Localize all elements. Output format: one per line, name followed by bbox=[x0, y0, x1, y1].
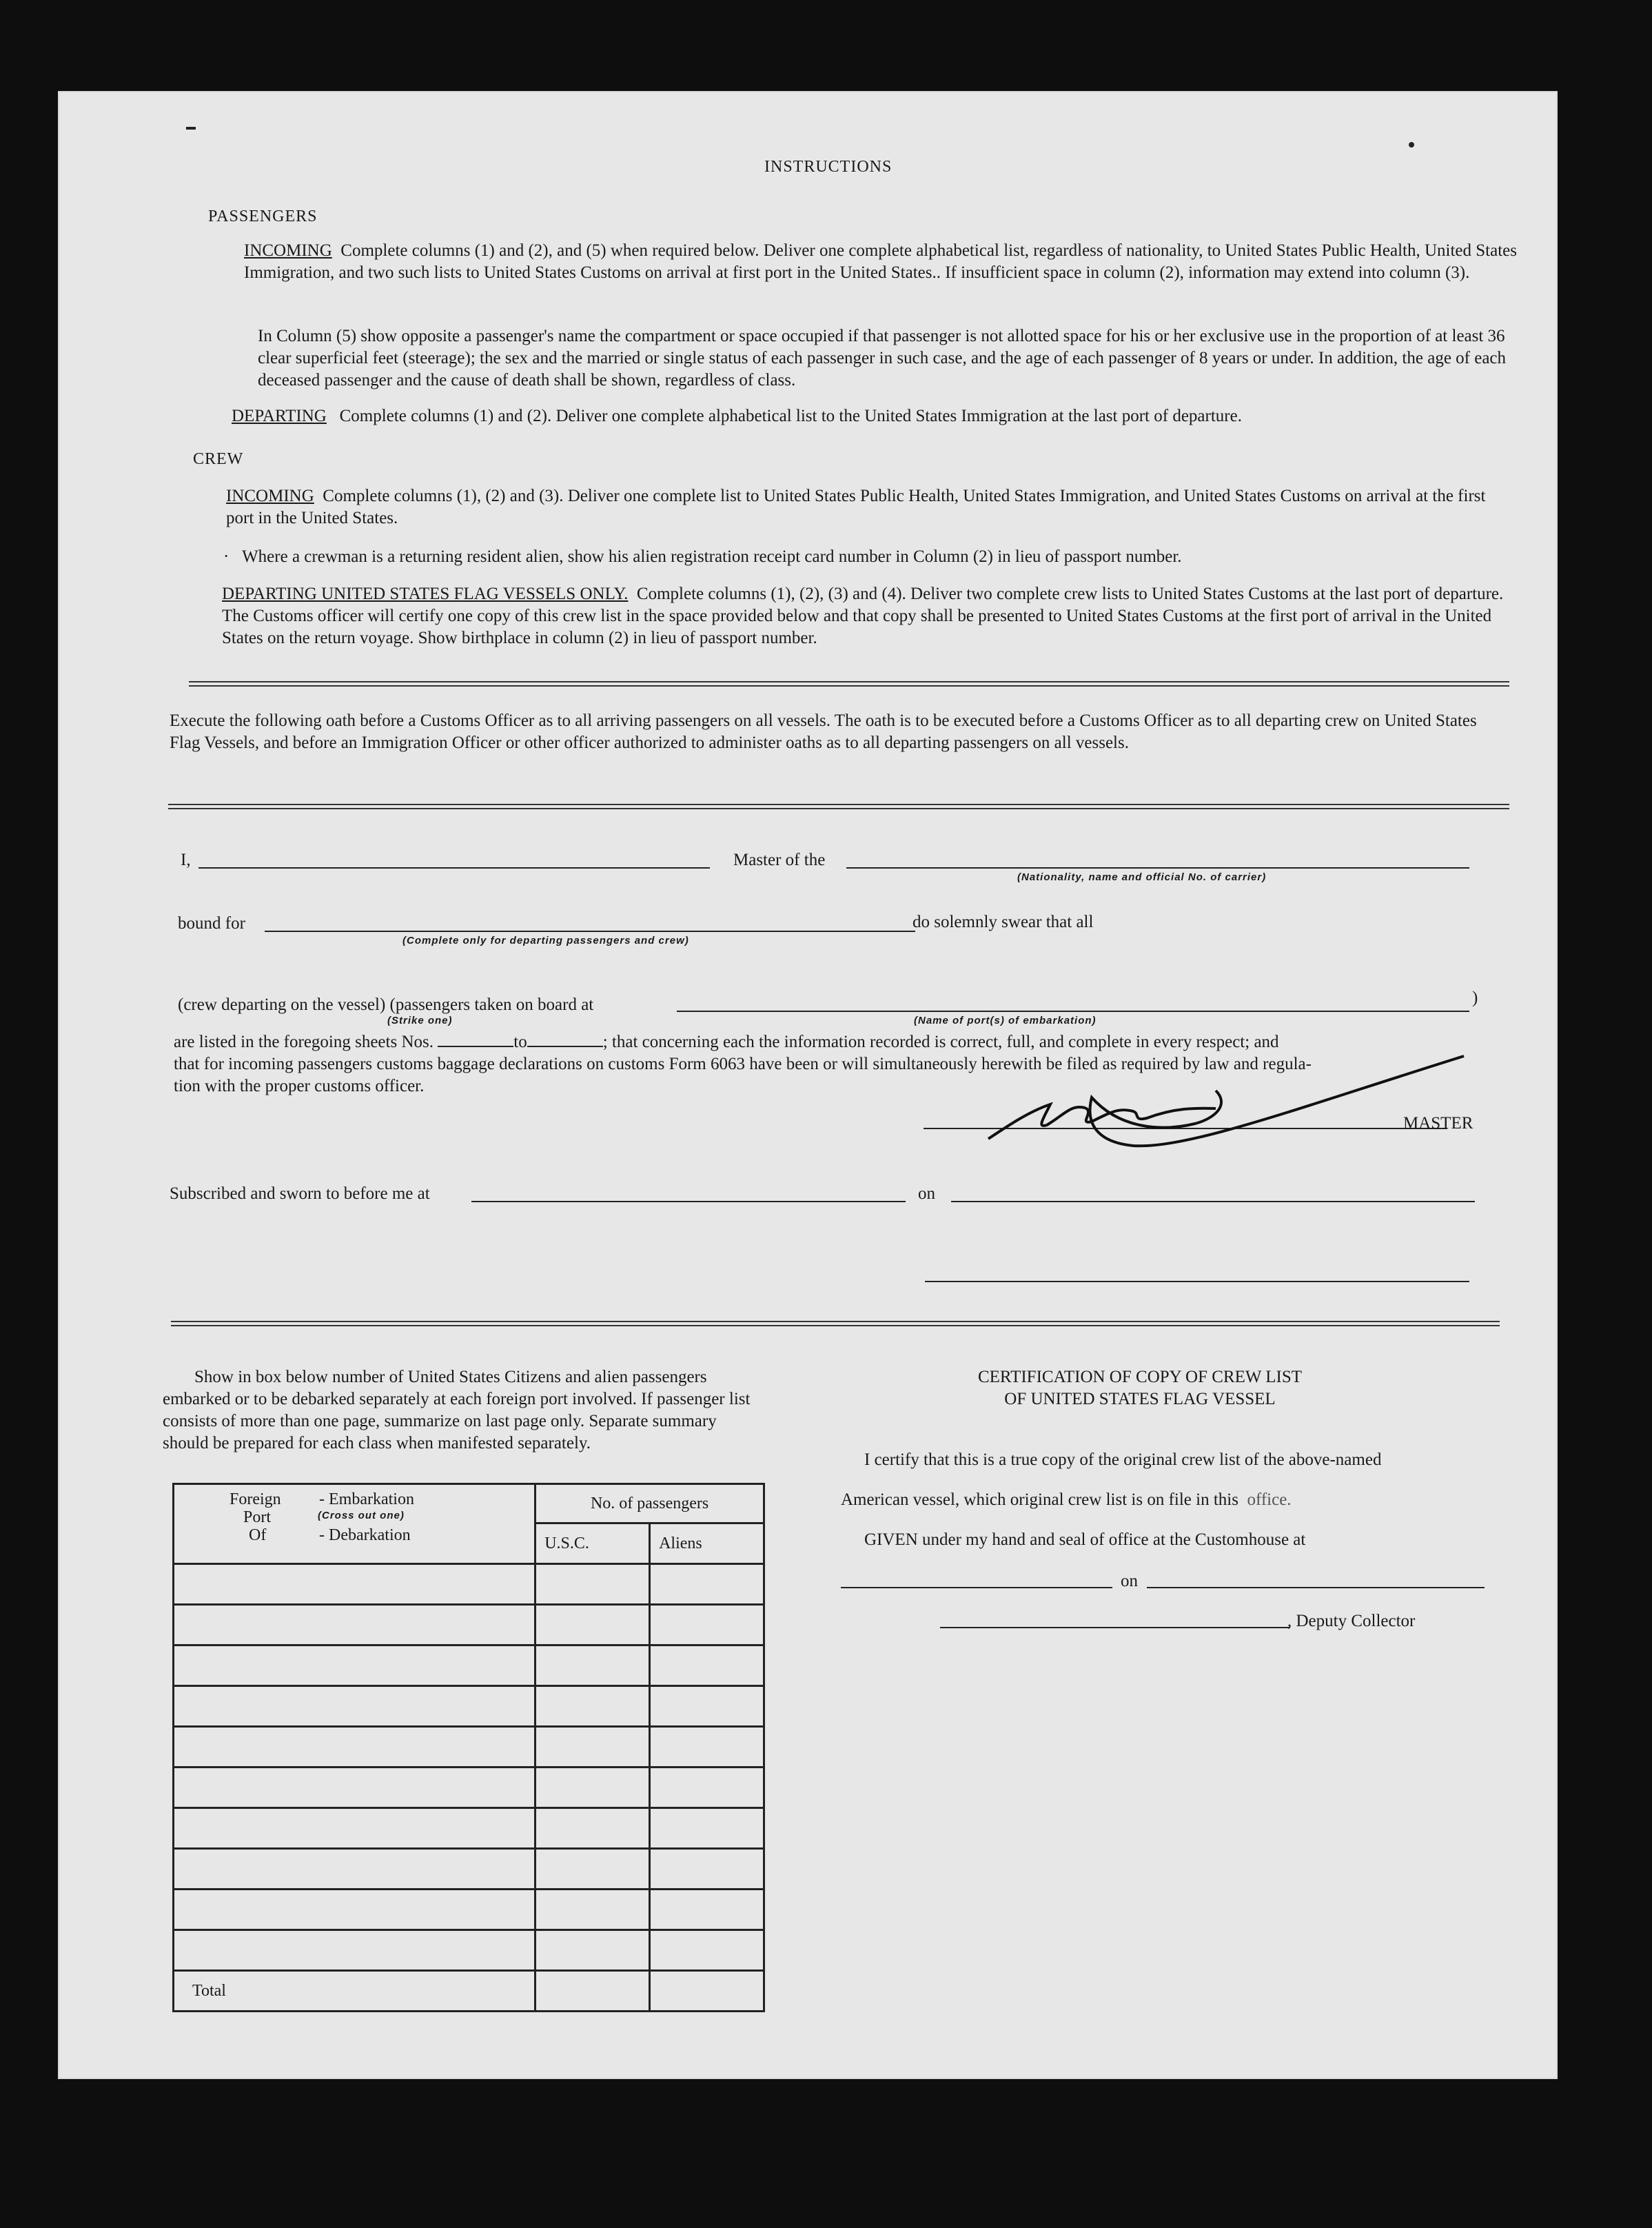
aliens-cell[interactable] bbox=[650, 1686, 764, 1727]
port-cell[interactable] bbox=[174, 1727, 536, 1768]
top-mark-left bbox=[186, 127, 196, 130]
swear-text: do solemnly swear that all bbox=[912, 913, 1094, 931]
oath-i-label: I, bbox=[181, 851, 191, 869]
aliens-cell[interactable] bbox=[650, 1890, 764, 1930]
officer-signature-line[interactable] bbox=[925, 1281, 1469, 1282]
bound-for-field[interactable] bbox=[265, 931, 915, 932]
aliens-cell[interactable] bbox=[650, 1727, 764, 1768]
oath-instructions: Execute the following oath before a Customs Officer as to all arriving passengers on all vessels. The oath is to be executed before a Customs Officer as to all departing crew on United States Flag Vessels, and before an Immigration Officer or other officer authorized to administer oaths as to all departing passengers on all vessels. bbox=[170, 711, 1477, 752]
section-divider-1 bbox=[189, 681, 1509, 687]
passengers-heading: PASSENGERS bbox=[208, 207, 318, 225]
port-cell[interactable] bbox=[174, 1930, 536, 1971]
usc-cell[interactable] bbox=[536, 1890, 650, 1930]
customhouse-field[interactable] bbox=[841, 1587, 1112, 1588]
usc-cell[interactable] bbox=[536, 1849, 650, 1890]
passengers-departing-label: DEPARTING bbox=[232, 407, 327, 425]
passengers-header-cell: No. of passengers bbox=[536, 1484, 764, 1523]
total-usc-cell[interactable] bbox=[536, 1971, 650, 2012]
usc-cell[interactable] bbox=[536, 1605, 650, 1645]
aliens-cell[interactable] bbox=[650, 1564, 764, 1605]
summary-instructions: Show in box below number of United States Citizens and alien passengers embarked or to be debarked separately at each foreign port involved. If passenger list consists of more than one page, summarize on last page only. Separate summary should be prepared for each class when manifested separately. bbox=[163, 1368, 751, 1452]
port-cell[interactable] bbox=[174, 1849, 536, 1890]
baggage-line: that for incoming passengers customs baggage declarations on customs Form 6063 have been or will simultaneously herewith be filed as required by law and regula- bbox=[174, 1055, 1312, 1073]
master-label: MASTER bbox=[1403, 1114, 1473, 1133]
port-header-cell bbox=[174, 1484, 536, 1564]
port-cell[interactable] bbox=[174, 1564, 536, 1605]
usc-cell[interactable] bbox=[536, 1686, 650, 1727]
col-foreign: Foreign bbox=[230, 1490, 281, 1508]
strike-caption: (Strike one) bbox=[387, 1015, 453, 1026]
col-debarkation: - Debarkation bbox=[319, 1526, 411, 1544]
subscribed-date-field[interactable] bbox=[951, 1201, 1475, 1202]
port-cell[interactable] bbox=[174, 1768, 536, 1808]
sheets-suffix: ; that concerning each the information recorded is correct, full, and complete in every respect; and bbox=[602, 1033, 1279, 1051]
master-of-label: Master of the bbox=[733, 851, 826, 869]
certify-office-text: office. bbox=[1247, 1490, 1292, 1509]
aliens-cell[interactable] bbox=[650, 1645, 764, 1686]
col-of: Of bbox=[249, 1526, 267, 1544]
sheets-to-label: to bbox=[513, 1033, 527, 1051]
given-line: GIVEN under my hand and seal of office at the Customhouse at bbox=[864, 1530, 1306, 1549]
usc-cell[interactable] bbox=[536, 1930, 650, 1971]
passengers-incoming-paragraph bbox=[244, 240, 1533, 284]
carrier-field[interactable] bbox=[846, 867, 1469, 869]
close-paren: ) bbox=[1472, 989, 1478, 1007]
aliens-cell[interactable] bbox=[650, 1808, 764, 1849]
page-title: INSTRUCTIONS bbox=[764, 158, 893, 176]
usc-cell[interactable] bbox=[536, 1768, 650, 1808]
bound-caption: (Complete only for departing passengers and crew) bbox=[402, 935, 689, 946]
crew-incoming-paragraph bbox=[226, 485, 1501, 529]
certification-on-label: on bbox=[1121, 1572, 1138, 1590]
usc-cell[interactable] bbox=[536, 1564, 650, 1605]
sheets-prefix: are listed in the foregoing sheets Nos. bbox=[174, 1033, 434, 1051]
master-name-field[interactable] bbox=[198, 867, 710, 869]
deputy-collector-label: , Deputy Collector bbox=[1287, 1612, 1416, 1630]
punch-mark bbox=[1409, 142, 1414, 148]
passenger-summary-table bbox=[172, 1483, 765, 2012]
form-page bbox=[58, 91, 1558, 2079]
usc-header-cell: U.S.C. bbox=[536, 1523, 650, 1564]
port-cell[interactable] bbox=[174, 1645, 536, 1686]
ports-caption: (Name of port(s) of embarkation) bbox=[914, 1015, 1097, 1026]
certify-line2 bbox=[841, 1489, 1292, 1511]
certify-line2-text: American vessel, which original crew list is on file in this bbox=[841, 1490, 1238, 1509]
sheets-to-field[interactable] bbox=[527, 1046, 603, 1047]
crewman-paragraph bbox=[223, 546, 1182, 568]
port-header-inner bbox=[183, 1490, 526, 1552]
usc-cell[interactable] bbox=[536, 1645, 650, 1686]
aliens-cell[interactable] bbox=[650, 1849, 764, 1890]
aliens-cell[interactable] bbox=[650, 1768, 764, 1808]
officer-line: tion with the proper customs officer. bbox=[174, 1077, 425, 1095]
passengers-departing-text: Complete columns (1) and (2). Deliver one complete alphabetical list to the United States Immigration at the last port of departure. bbox=[339, 407, 1242, 425]
crew-heading: CREW bbox=[193, 450, 244, 468]
certification-title bbox=[933, 1366, 1347, 1410]
usc-cell[interactable] bbox=[536, 1727, 650, 1768]
certification-title-line1: CERTIFICATION OF COPY OF CREW LIST bbox=[977, 1368, 1303, 1386]
bullet-dot: · bbox=[223, 547, 230, 566]
passengers-incoming-label: INCOMING bbox=[244, 241, 332, 260]
aliens-cell[interactable] bbox=[650, 1930, 764, 1971]
usc-cell[interactable] bbox=[536, 1808, 650, 1849]
crew-passengers-text: (crew departing on the vessel) (passengers taken on board at bbox=[178, 995, 594, 1014]
aliens-header-cell: Aliens bbox=[650, 1523, 764, 1564]
col-embarkation: - Embarkation bbox=[319, 1490, 414, 1508]
subscribed-place-field[interactable] bbox=[471, 1201, 906, 1202]
crewman-text: Where a crewman is a returning resident alien, show his alien registration receipt card number in Column (2) in lieu of passport number. bbox=[242, 547, 1182, 566]
passengers-departing-paragraph bbox=[232, 405, 1242, 427]
col-port: Port bbox=[243, 1508, 272, 1526]
port-cell[interactable] bbox=[174, 1686, 536, 1727]
crew-incoming-text: Complete columns (1), (2) and (3). Deliver one complete list to United States Public Health, United States Immigration, and United States Customs on arrival at the first port in the United States. bbox=[226, 487, 1486, 527]
passengers-incoming-text: Complete columns (1) and (2), and (5) when required below. Deliver one complete alphabetical list, regardless of nationality, to United States Public Health, United States Immigration, and two such lists to United States Customs on arrival at first port in the United States.. If insufficient space in column (2), information may extend into column (3). bbox=[244, 241, 1517, 282]
total-label-cell: Total bbox=[174, 1971, 536, 2012]
certification-title-line2: OF UNITED STATES FLAG VESSEL bbox=[1004, 1390, 1276, 1408]
aliens-cell[interactable] bbox=[650, 1605, 764, 1645]
subscribed-on-label: on bbox=[918, 1184, 935, 1203]
embarkation-ports-field[interactable] bbox=[677, 1011, 1469, 1012]
crew-incoming-label: INCOMING bbox=[226, 487, 314, 505]
section-divider-3 bbox=[171, 1321, 1500, 1326]
section-divider-2 bbox=[168, 804, 1509, 809]
certification-date-field[interactable] bbox=[1147, 1587, 1485, 1588]
crew-departing-text: Complete columns (1), (2), (3) and (4). Deliver two complete crew lists to United States Customs at the last port of departure. The Customs officer will certify one copy of this crew list in the space provided below and that copy shall be presented to United States Customs at the first port of arrival in the United States on the return voyage. Show birthplace in column (2) in lieu of passport number. bbox=[222, 585, 1504, 647]
total-aliens-cell[interactable] bbox=[650, 1971, 764, 2012]
crew-departing-label: DEPARTING UNITED STATES FLAG VESSELS ONLY. bbox=[222, 585, 629, 603]
port-cell[interactable] bbox=[174, 1808, 536, 1849]
port-cell[interactable] bbox=[174, 1605, 536, 1645]
bound-for-label: bound for bbox=[178, 914, 245, 933]
column5-paragraph: In Column (5) show opposite a passenger's name the compartment or space occupied if that passenger is not allotted space for his or her exclusive use in the proportion of at least 36 clear superficial feet (steerage); the sex and the married or single status of each passenger in such case, and the age of each passenger of 8 years or under. In addition, the age of each deceased passenger and the cause of death shall be shown, regardless of class. bbox=[258, 327, 1507, 389]
certify-line1: I certify that this is a true copy of the original crew list of the above-named bbox=[864, 1450, 1382, 1469]
deputy-collector-field[interactable] bbox=[940, 1627, 1290, 1628]
signature-image bbox=[968, 1042, 1533, 1153]
sheets-from-field[interactable] bbox=[438, 1046, 513, 1047]
port-cell[interactable] bbox=[174, 1890, 536, 1930]
subscribed-label: Subscribed and sworn to before me at bbox=[170, 1184, 430, 1203]
carrier-caption: (Nationality, name and official No. of carrier) bbox=[1017, 871, 1267, 883]
crew-departing-paragraph bbox=[222, 583, 1518, 649]
col-cross: (Cross out one) bbox=[318, 1510, 405, 1521]
